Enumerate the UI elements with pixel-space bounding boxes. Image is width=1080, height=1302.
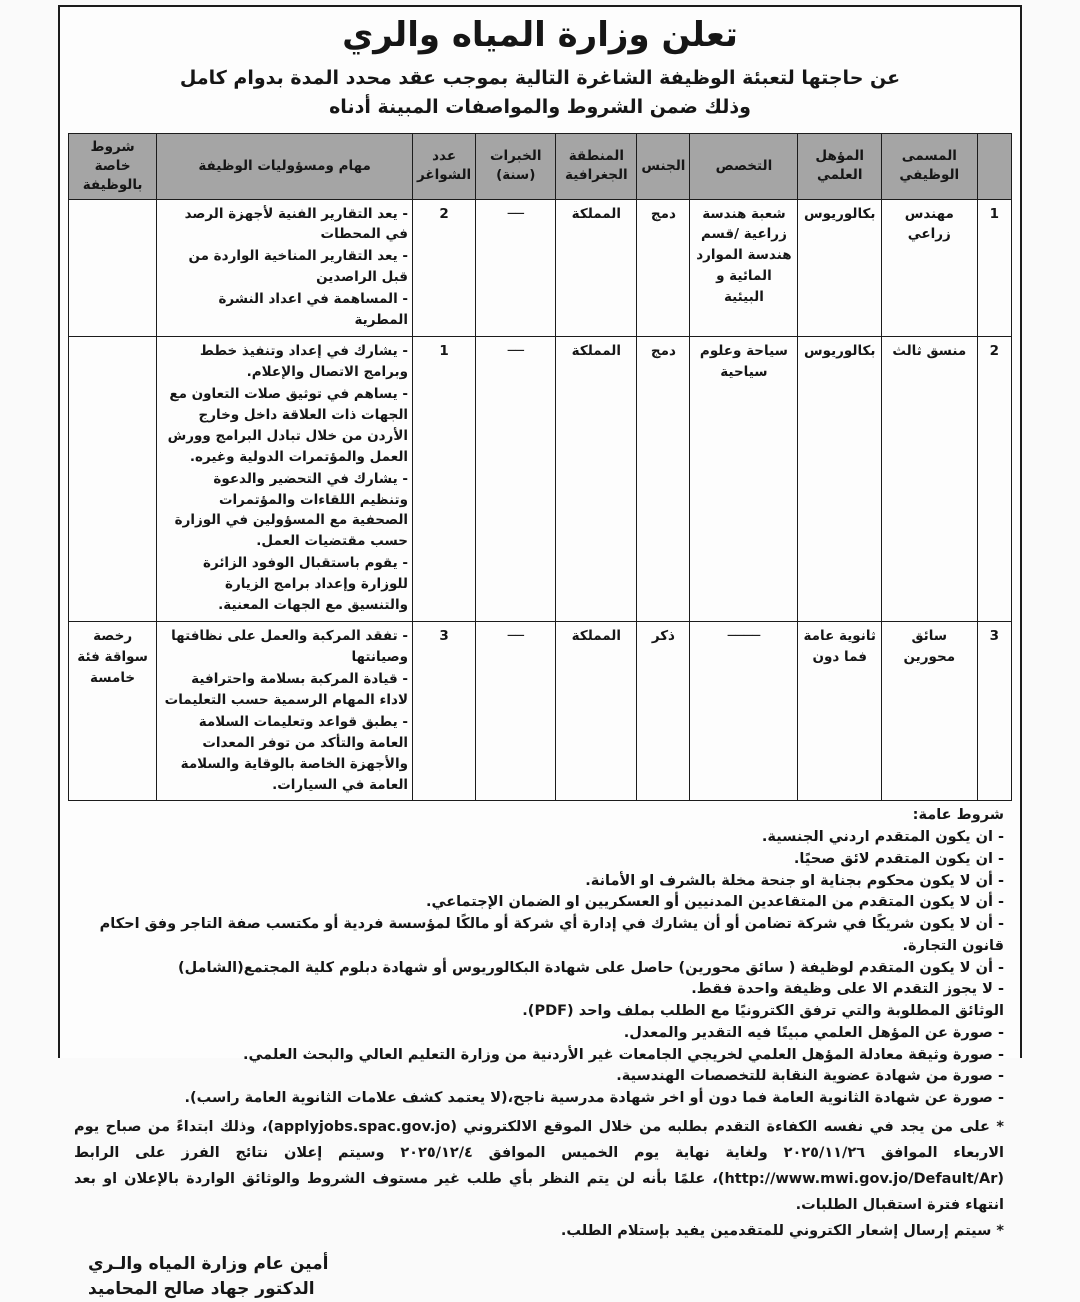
col-header-row-no xyxy=(977,133,1011,199)
col-header-tasks: مهام ومسؤوليات الوظيفة xyxy=(157,133,413,199)
col-header-specialization: التخصص xyxy=(690,133,798,199)
document-item: - صورة عن شهادة الثانوية العامة فما دون أو اخر شهادة مدرسية ناجح،(لا يعتمد كشف علامات الثانوية العامة راسب). xyxy=(184,1090,1004,1107)
task-item: - قيادة المركبة بسلامة واحترافية لاداء المهام الرسمية حسب التعليمات xyxy=(164,670,409,708)
region-cell: المملكة xyxy=(556,199,637,337)
task-item: - يشارك في إعداد وتنفيذ خطط وبرامج الاتصال والإعلام. xyxy=(199,343,409,380)
conditions-section xyxy=(68,801,1012,1301)
col-header-vacancies: عدد الشواغر xyxy=(413,133,476,199)
col-header-gender: الجنس xyxy=(637,133,690,199)
signature-title: أمين عام وزارة المياه والـري xyxy=(88,1254,329,1275)
row-no: 2 xyxy=(977,337,1011,622)
task-item: - المساهمة في اعداد النشرة المطرية xyxy=(218,291,409,329)
row-no: 3 xyxy=(977,622,1011,801)
table-row xyxy=(69,199,1012,337)
col-header-special-conditions: شروط خاصة بالوظيفة xyxy=(69,133,157,199)
specialization-cell: سياحة وعلوم سياحية xyxy=(690,337,798,622)
general-conditions-heading: شروط عامة: xyxy=(912,807,1004,824)
task-item: - يقوم باستقبال الوفود الزائرة للوزارة وإعداد برامج الزيارة والتنسيق مع الجهات المعنية. xyxy=(202,555,409,614)
task-item: - يساهم في توثيق صلات التعاون مع الجهات ذات العلاقة داخل وخارج الأردن من خلال تبادل البرامج وورش العمل والمؤتمرات الدولية وغيره. xyxy=(167,385,409,465)
documents-heading: الوثائق المطلوبة والتي ترفق الكترونيًا مع الطلب بملف واحد (PDF). xyxy=(522,1003,1004,1020)
gender-cell: ذكر xyxy=(637,622,690,801)
announcement-frame xyxy=(58,5,1022,1300)
qualification-cell: ثانوية عامة فما دون xyxy=(798,622,882,801)
col-header-job-title: المسمى الوظيفي xyxy=(882,133,977,199)
task-item: - يعد التقارير المناخية الواردة من قبل الراصدين xyxy=(188,248,409,286)
table-header-row xyxy=(69,133,1012,199)
notification-note: * سيتم إرسال إشعار الكتروني للمتقدمين يفيد بإستلام الطلب. xyxy=(560,1223,1004,1240)
vacancies-cell: 3 xyxy=(413,622,476,801)
col-header-experience: الخبرات (سنة) xyxy=(476,133,556,199)
signature-name: الدكتور جهاد صالح المحاميد xyxy=(88,1279,315,1300)
gender-cell: دمج xyxy=(637,337,690,622)
task-item: - تفقد المركبة والعمل على نظافتها وصيانتها xyxy=(171,628,409,665)
specialization-cell: ──── xyxy=(690,622,798,801)
gender-cell: دمج xyxy=(637,199,690,337)
task-item: - يعد التقارير الفنية لأجهزة الرصد في المحطات xyxy=(184,205,409,243)
tasks-cell xyxy=(157,337,413,622)
task-item: - يشارك في التحضير والدعوة وتنظيم اللقاءات والمؤتمرات الصحفية مع المسؤولين في الوزارة حسب مقتضيات العمل. xyxy=(174,470,409,550)
tasks-cell xyxy=(157,199,413,337)
document-item: - صورة عن المؤهل العلمي مبينًا فيه التقدير والمعدل. xyxy=(623,1024,1004,1041)
experience-cell: ── xyxy=(476,199,556,337)
vacancies-cell: 1 xyxy=(413,337,476,622)
task-item: - يطبق قواعد وتعليمات السلامة العامة والتأكد من توفر المعدات والأجهزة الخاصة بالوقاية والسلامة العامة في السيارات. xyxy=(180,713,409,793)
job-title-cell: مهندس زراعي xyxy=(882,199,977,337)
job-title-cell: منسق ثالث xyxy=(882,337,977,622)
condition-item: - لا يجوز التقدم الا على وظيفة واحدة فقط. xyxy=(691,981,1004,998)
condition-item: - ان يكون المتقدم لائق صحيًا. xyxy=(793,850,1004,867)
qualification-cell: بكالوريوس xyxy=(798,199,882,337)
condition-item: - أن لا يكون المتقدم من المتقاعدين المدنيين أو العسكريين او الضمان الإجتماعي. xyxy=(426,894,1004,911)
condition-item: - أن لا يكون شريكًا في شركة تضامن أو أن يشارك في إدارة أي شركة أو مالكًا لمؤسسة فردية أو مكتسب صفة التاجر وفق احكام قانون التجارة. xyxy=(99,916,1004,954)
experience-cell: ── xyxy=(476,337,556,622)
special-conditions-cell xyxy=(69,199,157,337)
document-item: - صورة وثيقة معادلة المؤهل العلمي لخريجي الجامعات غير الأردنية من وزارة التعليم العالي والبحث العلمي. xyxy=(242,1046,1004,1063)
col-header-region: المنطقة الجغرافية xyxy=(556,133,637,199)
specialization-cell: شعبة هندسة زراعية /قسم هندسة الموارد المائية و البيئية xyxy=(690,199,798,337)
tasks-cell xyxy=(157,622,413,801)
table-row xyxy=(69,337,1012,622)
row-no: 1 xyxy=(977,199,1011,337)
special-conditions-cell xyxy=(69,337,157,622)
subtitle-line-1: عن حاجتها لتعبئة الوظيفة الشاغرة التالية بموجب عقد محدد المدة بدوام كامل xyxy=(179,67,901,89)
signature-block xyxy=(74,1244,1004,1301)
qualification-cell: بكالوريوس xyxy=(798,337,882,622)
special-conditions-cell: رخصة سواقة فئة خامسة xyxy=(69,622,157,801)
subtitle-line-2: وذلك ضمن الشروط والمواصفات المبينة أدناه xyxy=(329,96,751,119)
region-cell: المملكة xyxy=(556,622,637,801)
condition-item: - أن لا يكون محكوم بجناية او جنحة مخلة بالشرف او الأمانة. xyxy=(585,872,1004,889)
page-title: تعلن وزارة المياه والري xyxy=(342,15,738,55)
job-title-cell: سائق محورين xyxy=(882,622,977,801)
vacancies-table xyxy=(68,133,1012,802)
condition-item: - أن لا يكون المتقدم لوظيفة ( سائق محورين) حاصل على شهادة البكالوريوس أو شهادة دبلوم كلية المجتمع(الشامل) xyxy=(177,959,1004,976)
vacancies-cell: 2 xyxy=(413,199,476,337)
region-cell: المملكة xyxy=(556,337,637,622)
application-note: * على من يجد في نفسه الكفاءة التقدم بطلبه من خلال الموقع الالكتروني (applyjobs.spac.gov.jo)، وذلك ابتداءً من صباح يوم الاربعاء الموافق ٢٠٢٥/١١/٢٦ ولغاية نهاية يوم الخميس الموافق ٢٠٢٥/١٢/٤ وسيتم إعلان نتائج الفرز على الرابط (http://www.mwi.gov.jo/Default/Ar)، علمًا بأنه لن يتم النظر بأي طلب غير مستوف الشروط والوثائق الواردة بالإعلان او بعد انتهاء فترة استقبال الطلبات. xyxy=(74,1118,1004,1214)
document-item: - صورة من شهادة عضوية النقابة للتخصصات الهندسية. xyxy=(616,1068,1004,1085)
condition-item: - ان يكون المتقدم اردني الجنسية. xyxy=(761,829,1004,846)
col-header-qualification: المؤهل العلمي xyxy=(798,133,882,199)
experience-cell: ── xyxy=(476,622,556,801)
table-row xyxy=(69,622,1012,801)
